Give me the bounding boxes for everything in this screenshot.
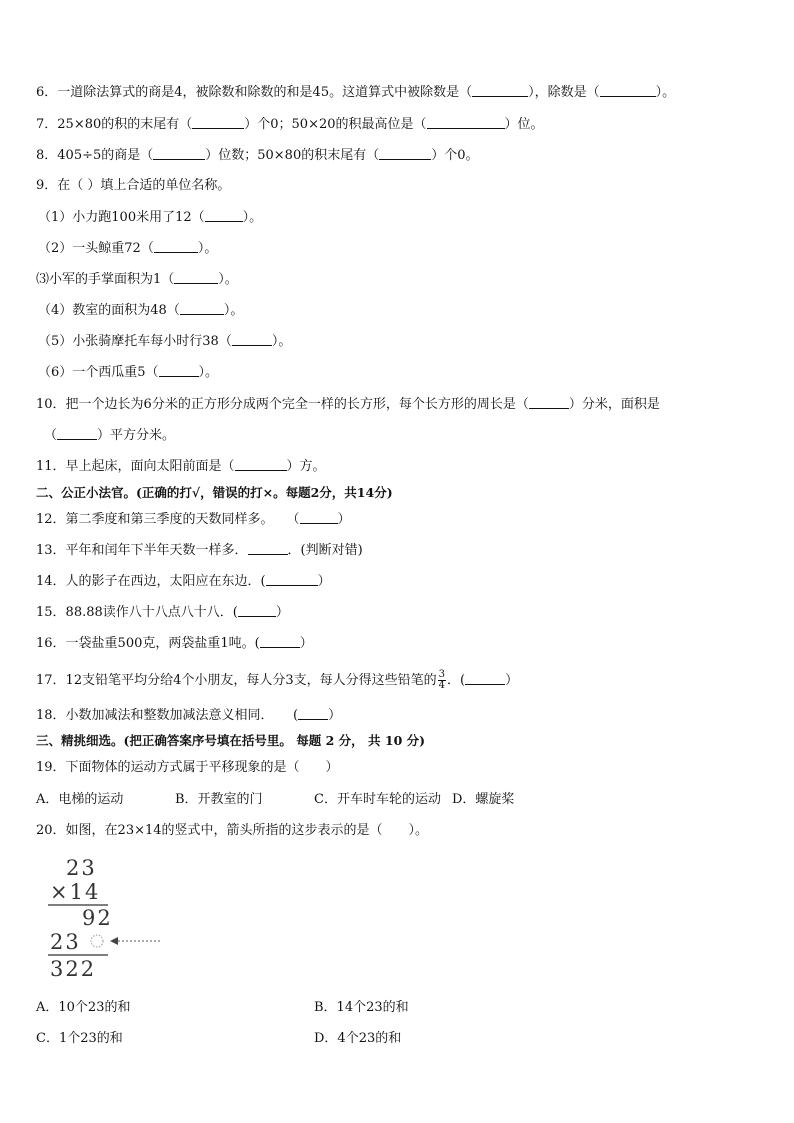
question-15 [36,604,289,621]
q11-text-b: ）方。 [286,459,326,474]
question-12 [36,511,351,528]
q13-text-b: ．(判断对错) [287,543,363,558]
q15-text-b: ） [275,605,289,620]
question-6 [36,84,675,101]
fig-row-product: 322 [50,957,97,980]
q9-5-blank[interactable] [232,333,272,346]
q16-text-b: ） [299,636,313,651]
q13-blank[interactable] [248,542,288,555]
q8-text-a: 8．405÷5的商是（ [36,148,154,163]
q7-text-a: 7．25×80的积的末尾有（ [36,117,193,132]
q9-3-blank[interactable] [174,271,218,284]
q9-1-blank[interactable] [205,209,243,222]
section-3-heading: 三、精挑细选。(把正确答案序号填在括号里。 每题 2 分， 共 10 分) [36,733,426,748]
question-9: 9．在（ ）填上合适的单位名称。 [36,178,231,193]
q14-text-a: 14．人的影子在西边，太阳应在东边．( [36,574,266,589]
q20-option-a[interactable]: A．10个23的和 [36,1000,131,1015]
fig-placeholder-digit [91,935,103,947]
fraction-numerator: 3 [438,669,446,680]
question-14 [36,573,331,590]
q12-text-a: 12．第二季度和第三季度的天数同样多。 （ [36,512,300,527]
q17-text-b: ．( [447,673,466,688]
q11-blank[interactable] [235,458,287,471]
q17-blank[interactable] [465,672,505,685]
q17-text-a: 17．12支铅笔平均分给4个小朋友，每人分3支，每人分得这些铅笔的 [36,673,437,688]
q20-option-b[interactable]: B．14个23的和 [314,1000,409,1015]
q18-blank[interactable] [298,707,328,720]
fraction-denominator: 4 [438,680,446,691]
q7-text-c: ）位。 [504,117,544,132]
fig-row-multiplicand: 23 [66,856,97,880]
q6-blank-divisor[interactable] [600,84,656,97]
q15-blank[interactable] [238,604,276,617]
q9-2-text-a: （2）一头鲸重72（ [38,241,154,256]
q9-2-text-b: ）。 [197,241,218,256]
q10-text-a: 10．把一个边长为6分米的正方形分成两个完全一样的长方形，每个长方形的周长是（ [36,397,529,412]
q8-blank-1[interactable] [153,147,205,160]
q8-text-c: ）个0。 [431,148,479,163]
q8-text-b: ）位数；50×80的积末尾有（ [205,148,380,163]
q7-blank-1[interactable] [192,116,244,129]
question-8 [36,147,479,164]
question-17 [36,670,518,691]
q18-text-a: 18．小数加减法和整数加减法意义相同． ( [36,708,299,723]
q19-option-c[interactable]: C．开车时车轮的运动 [314,792,441,807]
question-10-cont [44,427,175,444]
q19-option-a[interactable]: A．电梯的运动 [36,792,124,807]
question-16 [36,635,313,652]
q6-text-c: ）。 [655,85,676,100]
q18-text-b: ） [328,708,342,723]
q9-4-blank[interactable] [180,302,224,315]
question-9-6 [38,364,218,381]
q16-text-a: 16．一袋盐重500克，两袋盐重1吨。( [36,636,260,651]
q10-blank-area[interactable] [57,427,97,440]
q9-4-text-a: （4）教室的面积为48（ [38,303,180,318]
q6-text-b: ），除数是（ [528,85,600,100]
q8-blank-2[interactable] [379,147,431,160]
question-20-stem: 20．如图，在23×14的竖式中，箭头所指的这步表示的是（ ）。 [36,823,429,838]
q9-6-text-a: （6）一个西瓜重5（ [38,365,159,380]
q9-3-text-a: ⑶小军的手掌面积为1（ [36,272,175,287]
question-7 [36,116,544,133]
question-9-5 [38,333,291,350]
q10-blank-perimeter[interactable] [529,396,569,409]
question-13 [36,542,363,559]
q14-blank[interactable] [266,573,318,586]
question-18 [36,707,341,724]
q19-option-b[interactable]: B．开教室的门 [175,792,263,807]
q16-blank[interactable] [260,635,300,648]
section-2-heading: 二、公正小法官。(正确的打√，错误的打×。每题2分，共14分) [36,485,393,500]
q20-option-c[interactable]: C．1个23的和 [36,1031,123,1046]
q9-1-text-a: （1）小力跑100米用了12（ [38,210,205,225]
q13-text-a: 13．平年和闰年下半年天数一样多． [36,543,248,558]
fig-row-partial-2: 23 [50,930,81,954]
question-19-stem: 19．下面物体的运动方式属于平移现象的是（ ） [36,760,339,775]
q6-text-a: 6．一道除法算式的商是4，被除数和除数的和是45。这道算式中被除数是（ [36,85,473,100]
q6-blank-dividend[interactable] [472,84,528,97]
q12-text-b: ） [337,512,351,527]
fig-row-partial-1: 92 [82,906,113,930]
q7-text-b: ）个0；50×20的积最高位是（ [244,117,427,132]
q11-text-a: 11．早上起床，面向太阳前面是（ [36,459,235,474]
question-9-3 [36,271,238,288]
q9-5-text-b: ）。 [271,334,292,349]
question-9-4 [38,302,243,319]
q19-option-d[interactable]: D．螺旋桨 [452,792,515,807]
question-10 [36,396,660,413]
q15-text-a: 15．88.88读作八十八点八十八．( [36,605,238,620]
arrow-left-icon [110,937,118,945]
question-9-2 [38,240,217,257]
q9-5-text-a: （5）小张骑摩托车每小时行38（ [38,334,232,349]
q12-blank[interactable] [300,511,338,524]
q10-text-b: ）分米，面积是 [568,397,660,412]
fraction-three-quarters [438,670,446,691]
q9-3-text-b: ）。 [218,272,238,287]
question-11 [36,458,326,475]
q10-text-d: ）平方分米。 [97,428,176,443]
q7-blank-2[interactable] [427,116,505,129]
q9-2-blank[interactable] [154,240,198,253]
q9-1-text-b: ）。 [242,210,263,225]
q10-text-c: （ [44,428,58,443]
q9-4-text-b: ）。 [223,303,244,318]
vertical-multiplication-figure [46,855,166,980]
q20-option-d[interactable]: D．4个23的和 [314,1031,402,1046]
q14-text-b: ） [317,574,331,589]
fig-row-multiplier: ×14 [50,880,101,904]
question-9-1 [38,209,262,226]
q9-6-blank[interactable] [159,364,199,377]
q17-text-c: ） [505,673,519,688]
q9-6-text-b: ）。 [198,365,219,380]
